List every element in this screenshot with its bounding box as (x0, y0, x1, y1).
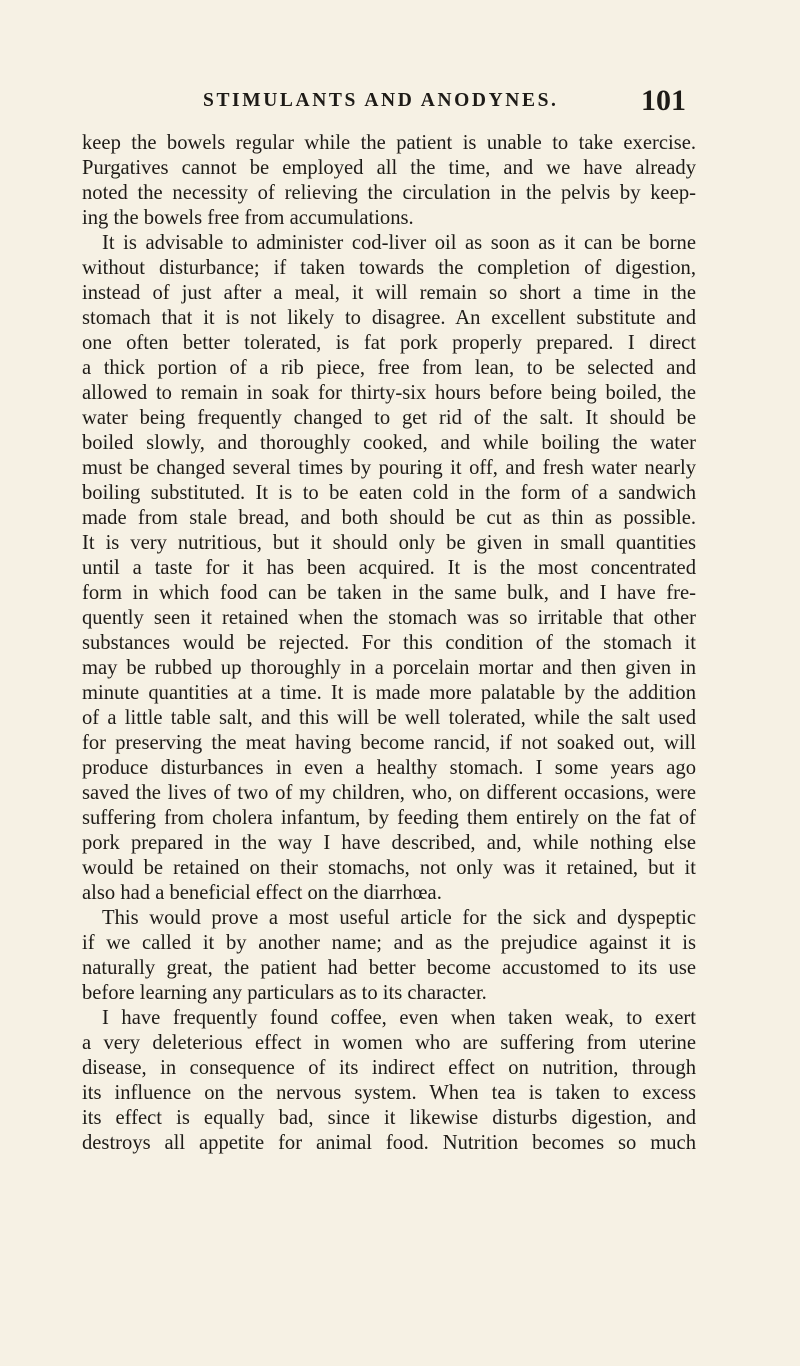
body-text (82, 131, 696, 1156)
text-line: water being frequently changed to get rid of the salt. It should be (82, 407, 696, 429)
text-line: minute quantities at a time. It is made more palatable by the addition (82, 682, 696, 704)
text-line: boiling substituted. It is to be eaten cold in the form of a sandwich (82, 482, 696, 504)
text-line: made from stale bread, and both should be cut as thin as possible. (82, 507, 696, 529)
text-line: keep the bowels regular while the patient is unable to take exercise. (82, 132, 696, 154)
text-line: form in which food can be taken in the same bulk, and I have fre- (82, 582, 696, 604)
text-line: without disturbance; if taken towards the completion of digestion, (82, 257, 696, 279)
text-line: suffering from cholera infantum, by feeding them entirely on the fat of (82, 807, 696, 829)
text-line: quently seen it retained when the stomach was so irritable that other (82, 607, 696, 629)
text-line: It is very nutritious, but it should only be given in small quantities (82, 532, 696, 554)
text-line: for preserving the meat having become rancid, if not soaked out, will (82, 732, 696, 754)
text-line: It is advisable to administer cod-liver oil as soon as it can be borne (102, 232, 696, 254)
text-line: would be retained on their stomachs, not only was it retained, but it (82, 857, 696, 879)
text-line: a very deleterious effect in women who are suffering from uterine (82, 1032, 696, 1054)
text-line: saved the lives of two of my children, who, on different occasions, were (82, 782, 696, 804)
text-line: if we called it by another name; and as the prejudice against it is (82, 932, 696, 954)
text-line: naturally great, the patient had better become accustomed to its use (82, 957, 696, 979)
text-line: a thick portion of a rib piece, free from lean, to be selected and (82, 357, 696, 379)
text-line: produce disturbances in even a healthy stomach. I some years ago (82, 757, 696, 779)
text-line: stomach that it is not likely to disagree. An excellent substitute and (82, 307, 696, 329)
text-line: also had a beneficial effect on the diarrhœa. (82, 882, 442, 904)
text-line: allowed to remain in soak for thirty-six hours before being boiled, the (82, 382, 696, 404)
text-line: its effect is equally bad, since it likewise disturbs digestion, and (82, 1107, 696, 1129)
text-line: must be changed several times by pouring it off, and fresh water nearly (82, 457, 696, 479)
text-line: until a taste for it has been acquired. It is the most concentrated (82, 557, 696, 579)
running-title: STIMULANTS AND ANODYNES. (203, 90, 559, 111)
text-line: noted the necessity of relieving the circulation in the pelvis by keep- (82, 182, 696, 204)
text-line: substances would be rejected. For this condition of the stomach it (82, 632, 696, 654)
text-line: ing the bowels free from accumulations. (82, 207, 414, 229)
running-head (0, 84, 800, 124)
text-line: disease, in consequence of its indirect effect on nutrition, through (82, 1057, 696, 1079)
text-line: may be rubbed up thoroughly in a porcelain mortar and then given in (82, 657, 696, 679)
text-line: its influence on the nervous system. When tea is taken to excess (82, 1082, 696, 1104)
text-line: instead of just after a meal, it will remain so short a time in the (82, 282, 696, 304)
text-line: destroys all appetite for animal food. Nutrition becomes so much (82, 1132, 696, 1154)
text-line: one often better tolerated, is fat pork properly prepared. I direct (82, 332, 696, 354)
text-line: Purgatives cannot be employed all the time, and we have already (82, 157, 696, 179)
page-number: 101 (641, 84, 686, 117)
text-line: pork prepared in the way I have described, and, while nothing else (82, 832, 696, 854)
text-line: before learning any particulars as to its character. (82, 982, 487, 1004)
text-line: of a little table salt, and this will be well tolerated, while the salt used (82, 707, 696, 729)
text-line: I have frequently found coffee, even when taken weak, to exert (102, 1007, 696, 1029)
text-line: boiled slowly, and thoroughly cooked, and while boiling the water (82, 432, 696, 454)
text-line: This would prove a most useful article for the sick and dyspeptic (102, 907, 696, 929)
